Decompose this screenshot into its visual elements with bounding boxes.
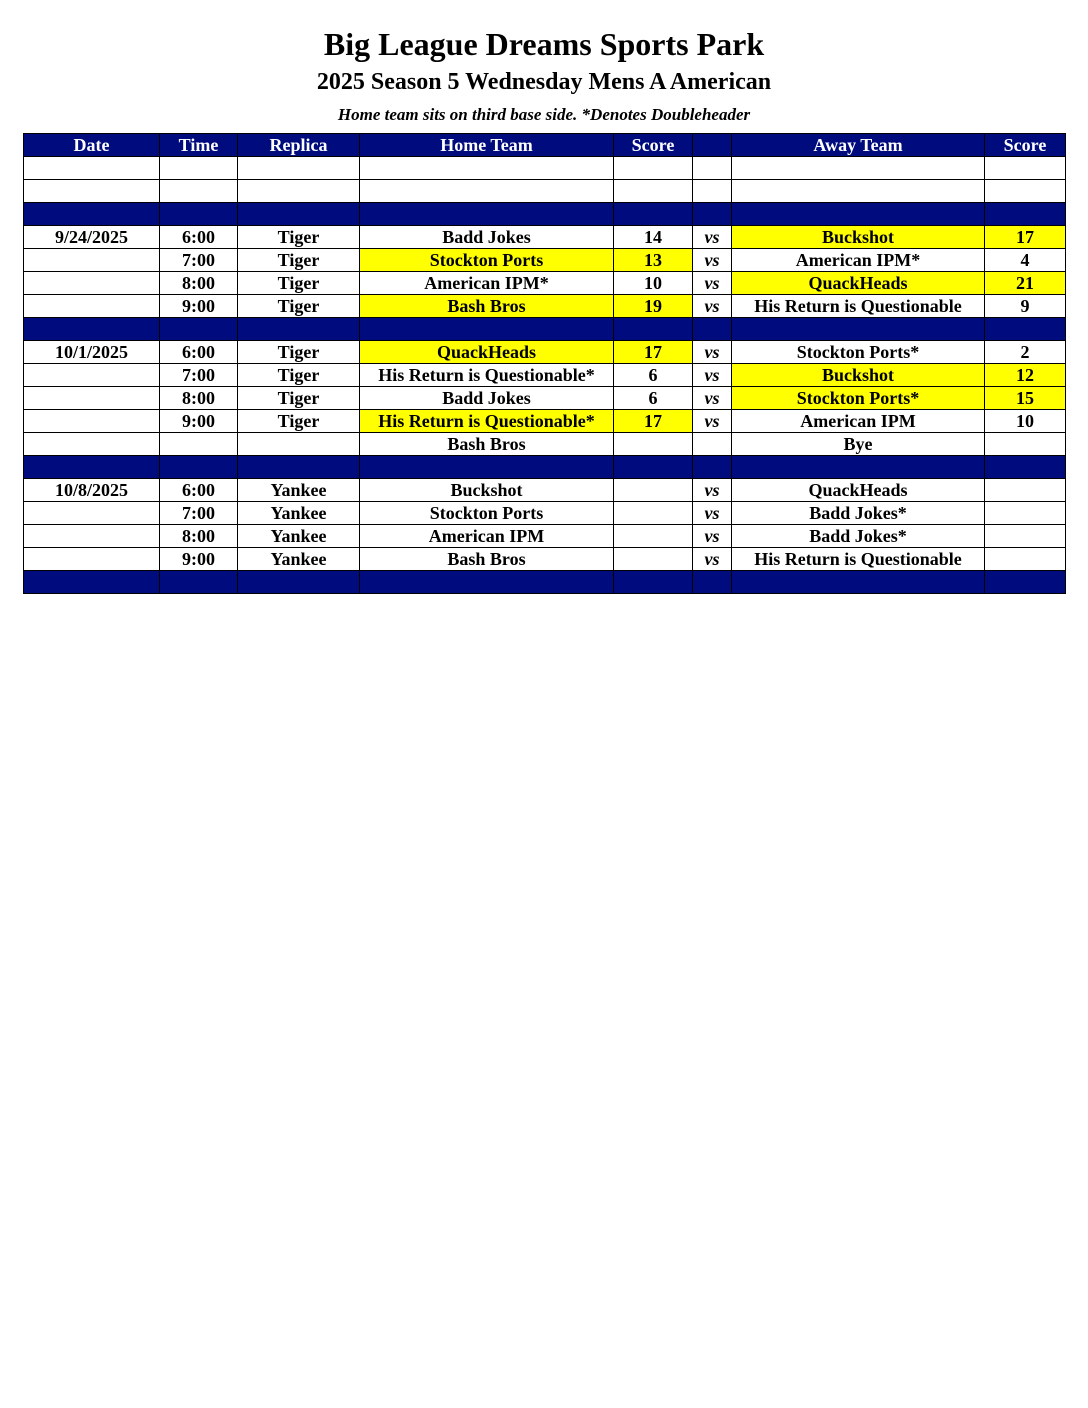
replica-cell: Yankee — [238, 548, 360, 571]
away-team-cell — [732, 318, 985, 341]
time-cell: 7:00 — [160, 502, 238, 525]
time-cell — [160, 433, 238, 456]
date-cell — [24, 525, 160, 548]
away-score-cell — [985, 502, 1066, 525]
home-score-cell — [614, 433, 693, 456]
vs-cell: vs — [693, 502, 732, 525]
time-cell: 7:00 — [160, 249, 238, 272]
home-team-cell: Badd Jokes — [360, 387, 614, 410]
home-score-cell — [614, 318, 693, 341]
home-team-cell: His Return is Questionable* — [360, 364, 614, 387]
game-row — [24, 433, 1066, 456]
away-score-cell: 15 — [985, 387, 1066, 410]
date-cell — [24, 318, 160, 341]
time-cell — [160, 456, 238, 479]
away-score-cell — [985, 456, 1066, 479]
home-team-cell — [360, 157, 614, 180]
separator-row — [24, 203, 1066, 226]
away-team-cell — [732, 157, 985, 180]
replica-cell — [238, 456, 360, 479]
date-cell: 10/1/2025 — [24, 341, 160, 364]
away-team-cell: QuackHeads — [732, 272, 985, 295]
away-team-cell: QuackHeads — [732, 479, 985, 502]
replica-cell: Tiger — [238, 341, 360, 364]
game-row — [24, 364, 1066, 387]
home-team-cell: American IPM — [360, 525, 614, 548]
separator-row — [24, 318, 1066, 341]
vs-cell — [693, 456, 732, 479]
game-row — [24, 272, 1066, 295]
away-score-cell: 9 — [985, 295, 1066, 318]
home-team-cell — [360, 456, 614, 479]
home-score-cell: 10 — [614, 272, 693, 295]
column-header-home-team: Home Team — [360, 134, 614, 157]
game-row — [24, 410, 1066, 433]
vs-cell — [693, 180, 732, 203]
separator-row — [24, 456, 1066, 479]
time-cell: 6:00 — [160, 226, 238, 249]
column-header-away-score: Score — [985, 134, 1066, 157]
away-score-cell — [985, 203, 1066, 226]
away-score-cell — [985, 433, 1066, 456]
time-cell: 7:00 — [160, 364, 238, 387]
replica-cell — [238, 180, 360, 203]
away-team-cell: American IPM — [732, 410, 985, 433]
replica-cell — [238, 318, 360, 341]
away-team-cell: Badd Jokes* — [732, 525, 985, 548]
time-cell: 6:00 — [160, 341, 238, 364]
home-team-cell: Stockton Ports — [360, 502, 614, 525]
game-row — [24, 548, 1066, 571]
page-note: Home team sits on third base side. *Denotes Doubleheader — [337, 105, 751, 124]
vs-cell: vs — [693, 226, 732, 249]
home-team-cell — [360, 318, 614, 341]
away-score-cell — [985, 548, 1066, 571]
replica-cell: Tiger — [238, 249, 360, 272]
replica-cell — [238, 571, 360, 594]
vs-cell — [693, 157, 732, 180]
home-score-cell — [614, 157, 693, 180]
time-cell: 6:00 — [160, 479, 238, 502]
page-title: Big League Dreams Sports Park — [323, 26, 765, 62]
game-row — [24, 295, 1066, 318]
away-score-cell — [985, 318, 1066, 341]
time-cell — [160, 203, 238, 226]
replica-cell — [238, 157, 360, 180]
home-team-cell — [360, 571, 614, 594]
column-header-date: Date — [24, 134, 160, 157]
column-header-time: Time — [160, 134, 238, 157]
home-score-cell — [614, 525, 693, 548]
time-cell — [160, 157, 238, 180]
replica-cell: Yankee — [238, 502, 360, 525]
vs-cell — [693, 571, 732, 594]
date-cell — [24, 456, 160, 479]
home-team-cell: His Return is Questionable* — [360, 410, 614, 433]
header-row — [24, 134, 1066, 157]
away-score-cell — [985, 479, 1066, 502]
column-header-replica: Replica — [238, 134, 360, 157]
home-score-cell: 17 — [614, 341, 693, 364]
date-cell — [24, 157, 160, 180]
home-team-cell — [360, 180, 614, 203]
home-team-cell: Bash Bros — [360, 295, 614, 318]
game-row — [24, 525, 1066, 548]
away-team-cell — [732, 456, 985, 479]
schedule-body — [24, 157, 1066, 594]
column-header-home-score: Score — [614, 134, 693, 157]
away-score-cell — [985, 571, 1066, 594]
date-cell — [24, 180, 160, 203]
time-cell — [160, 180, 238, 203]
away-score-cell: 17 — [985, 226, 1066, 249]
replica-cell: Yankee — [238, 525, 360, 548]
home-score-cell: 13 — [614, 249, 693, 272]
column-header-away-team: Away Team — [732, 134, 985, 157]
time-cell: 9:00 — [160, 295, 238, 318]
date-cell: 10/8/2025 — [24, 479, 160, 502]
replica-cell — [238, 433, 360, 456]
vs-cell: vs — [693, 479, 732, 502]
home-team-cell: American IPM* — [360, 272, 614, 295]
away-team-cell: Bye — [732, 433, 985, 456]
date-cell — [24, 295, 160, 318]
date-cell — [24, 548, 160, 571]
game-row — [24, 226, 1066, 249]
game-row — [24, 249, 1066, 272]
date-cell — [24, 433, 160, 456]
replica-cell: Tiger — [238, 364, 360, 387]
time-cell: 8:00 — [160, 525, 238, 548]
date-cell — [24, 387, 160, 410]
vs-cell: vs — [693, 525, 732, 548]
away-team-cell: Stockton Ports* — [732, 341, 985, 364]
time-cell — [160, 318, 238, 341]
away-team-cell: His Return is Questionable — [732, 548, 985, 571]
schedule-table — [23, 133, 1066, 594]
game-row — [24, 387, 1066, 410]
replica-cell: Tiger — [238, 272, 360, 295]
away-team-cell: His Return is Questionable — [732, 295, 985, 318]
replica-cell — [238, 203, 360, 226]
home-team-cell: Bash Bros — [360, 433, 614, 456]
home-score-cell — [614, 571, 693, 594]
home-score-cell — [614, 203, 693, 226]
date-cell: 9/24/2025 — [24, 226, 160, 249]
date-cell — [24, 571, 160, 594]
vs-cell: vs — [693, 295, 732, 318]
time-cell — [160, 571, 238, 594]
away-score-cell: 2 — [985, 341, 1066, 364]
game-row — [24, 502, 1066, 525]
away-score-cell: 21 — [985, 272, 1066, 295]
away-team-cell — [732, 203, 985, 226]
away-score-cell — [985, 157, 1066, 180]
home-score-cell — [614, 456, 693, 479]
vs-cell: vs — [693, 410, 732, 433]
away-team-cell: Badd Jokes* — [732, 502, 985, 525]
away-score-cell: 12 — [985, 364, 1066, 387]
vs-cell — [693, 203, 732, 226]
home-team-cell: Stockton Ports — [360, 249, 614, 272]
home-score-cell — [614, 180, 693, 203]
replica-cell: Yankee — [238, 479, 360, 502]
date-cell — [24, 502, 160, 525]
replica-cell: Tiger — [238, 295, 360, 318]
away-team-cell — [732, 571, 985, 594]
away-team-cell: Stockton Ports* — [732, 387, 985, 410]
vs-cell: vs — [693, 548, 732, 571]
vs-cell: vs — [693, 387, 732, 410]
time-cell: 8:00 — [160, 387, 238, 410]
game-row — [24, 341, 1066, 364]
date-cell — [24, 249, 160, 272]
replica-cell: Tiger — [238, 410, 360, 433]
away-score-cell: 4 — [985, 249, 1066, 272]
date-cell — [24, 410, 160, 433]
home-team-cell: Buckshot — [360, 479, 614, 502]
away-score-cell — [985, 525, 1066, 548]
home-score-cell: 14 — [614, 226, 693, 249]
away-team-cell: American IPM* — [732, 249, 985, 272]
time-cell: 9:00 — [160, 548, 238, 571]
home-score-cell — [614, 548, 693, 571]
home-score-cell — [614, 502, 693, 525]
home-team-cell — [360, 203, 614, 226]
vs-cell — [693, 433, 732, 456]
date-cell — [24, 364, 160, 387]
time-cell: 8:00 — [160, 272, 238, 295]
home-score-cell: 6 — [614, 364, 693, 387]
away-team-cell: Buckshot — [732, 364, 985, 387]
date-cell — [24, 203, 160, 226]
vs-cell: vs — [693, 249, 732, 272]
home-team-cell: Badd Jokes — [360, 226, 614, 249]
replica-cell: Tiger — [238, 387, 360, 410]
away-score-cell: 10 — [985, 410, 1066, 433]
home-score-cell: 17 — [614, 410, 693, 433]
home-team-cell: QuackHeads — [360, 341, 614, 364]
date-cell — [24, 272, 160, 295]
home-team-cell: Bash Bros — [360, 548, 614, 571]
vs-cell: vs — [693, 272, 732, 295]
separator-row — [24, 571, 1066, 594]
game-row — [24, 479, 1066, 502]
away-team-cell: Buckshot — [732, 226, 985, 249]
vs-cell — [693, 318, 732, 341]
column-header-vs — [693, 134, 732, 157]
away-team-cell — [732, 180, 985, 203]
home-score-cell: 6 — [614, 387, 693, 410]
blank-row — [24, 180, 1066, 203]
home-score-cell: 19 — [614, 295, 693, 318]
home-score-cell — [614, 479, 693, 502]
away-score-cell — [985, 180, 1066, 203]
replica-cell: Tiger — [238, 226, 360, 249]
vs-cell: vs — [693, 364, 732, 387]
page-subtitle: 2025 Season 5 Wednesday Mens A American — [316, 69, 772, 95]
blank-row — [24, 157, 1066, 180]
vs-cell: vs — [693, 341, 732, 364]
time-cell: 9:00 — [160, 410, 238, 433]
